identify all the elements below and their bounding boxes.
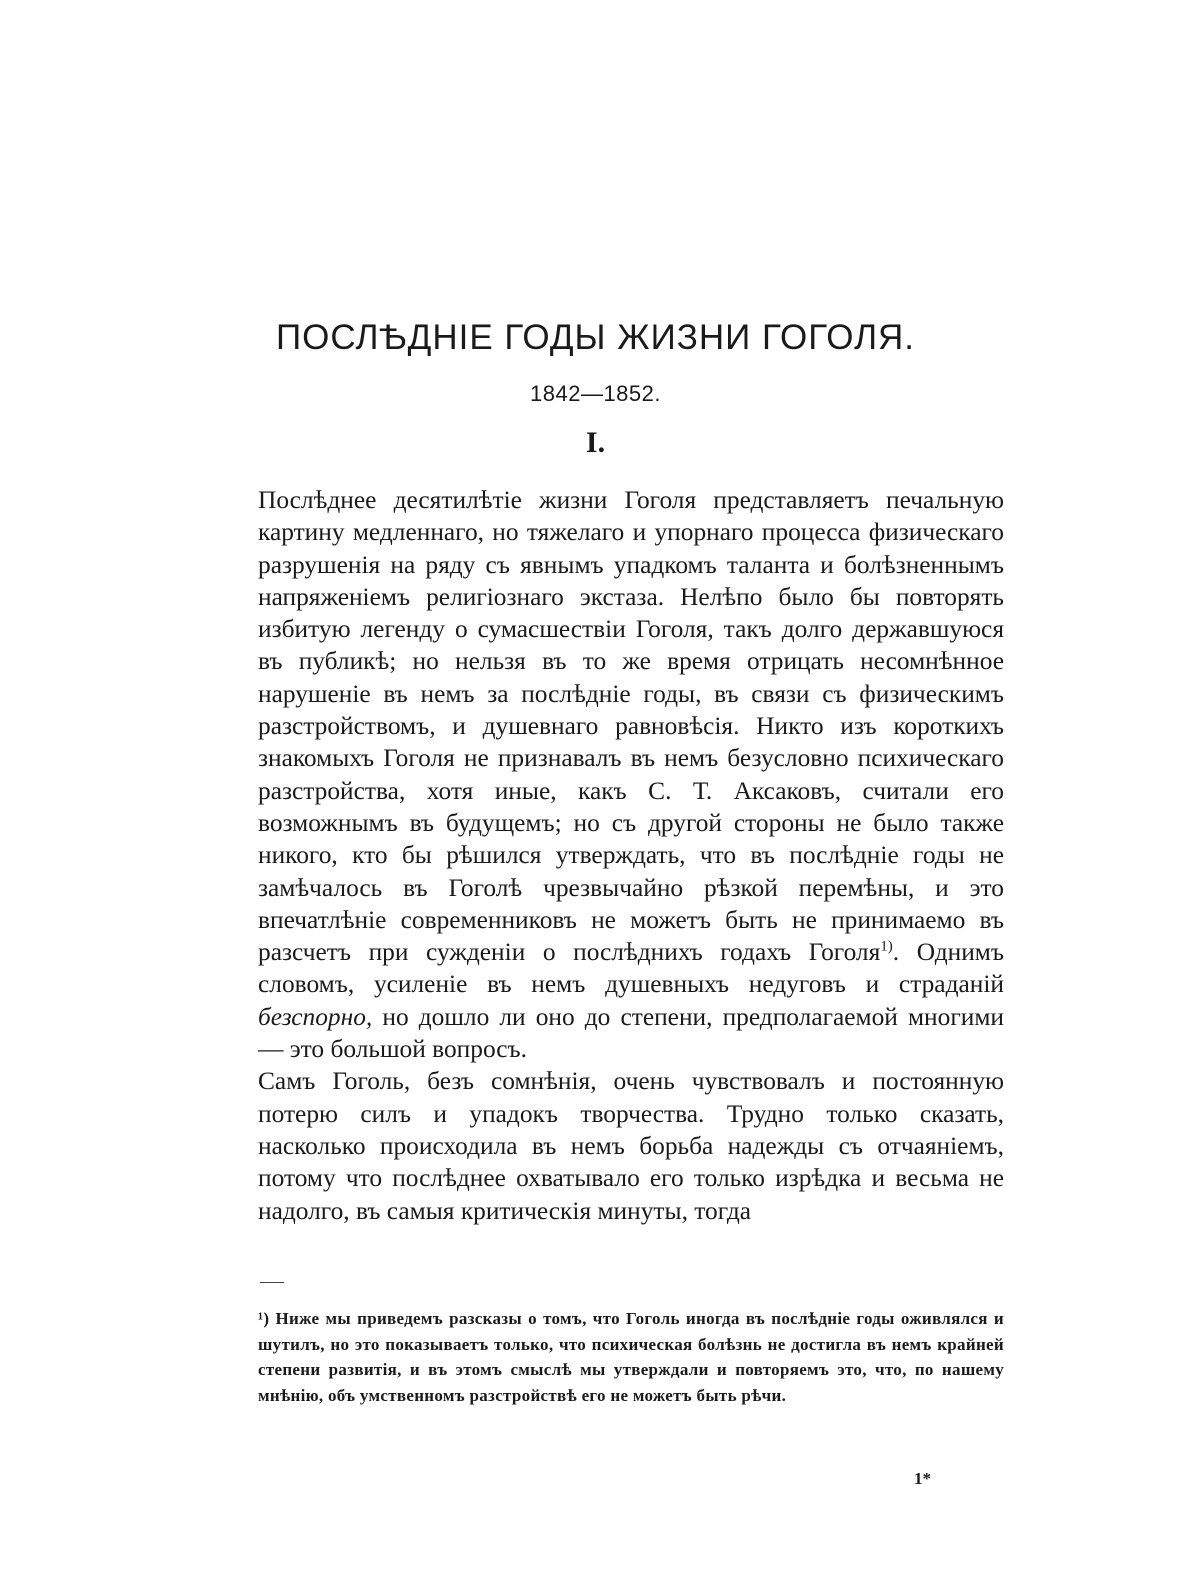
- page-signature: 1*: [914, 1469, 931, 1488]
- footnote-divider: [260, 1282, 284, 1283]
- paragraph-text: . Однимъ словомъ, усиленіе въ немъ душевныхъ недуговъ и страданій: [258, 938, 1004, 999]
- paragraph: [258, 1065, 1004, 1226]
- main-text: [258, 484, 1004, 1227]
- emphasis-text: безспорно,: [258, 1002, 373, 1031]
- paragraph-text: Послѣднее десятилѣтіе жизни Гоголя представляетъ печальную картину медленнаго, но тяжелаго и упорнаго процесса физическаго разрушенія на ряду съ явнымъ упадкомъ таланта и болѣзненнымъ напряженіемъ религіознаго экстаза. Нелѣпо было бы повторять избитую легенду о сумасшествіи Гоголя, такъ долго державшуюся въ публикѣ; но нельзя въ то же время отрицать несомнѣнное нарушеніе въ немъ за послѣдніе годы, въ связи съ физическимъ разстройствомъ, и душевнаго равновѣсія. Никто изъ короткихъ знакомыхъ Гоголя не признавалъ въ немъ безусловно психическаго разстройства, хотя иные, какъ С. Т. Аксаковъ, считали его возможнымъ въ будущемъ; но съ другой стороны не было также никого, кто бы рѣшился утверждать, что въ послѣдніе годы не замѣчалось въ Гоголѣ чрезвычайно рѣзкой перемѣны, и это впечатлѣніе современниковъ не можетъ быть не принимаемо въ разсчетъ при сужденіи о послѣднихъ годахъ Гоголя: [258, 486, 1004, 967]
- paragraph: [258, 484, 1004, 1065]
- paragraph-text: но дошло ли оно до степени, предполагаемой многими — это большой вопросъ.: [258, 1002, 1004, 1064]
- paragraph-text: Самъ Гоголь, безъ сомнѣнія, очень чувствовалъ и постоянную потерю силъ и упадокъ творчества. Трудно только сказать, насколько происходила въ немъ борьба надежды съ отчаяніемъ, потому что послѣднее охватывало его только изрѣдка и весьма не надолго, въ самыя критическія минуты, тогда: [258, 1067, 1004, 1225]
- page-title: ПОСЛѢДНІЕ ГОДЫ ЖИЗНИ ГОГОЛЯ.: [275, 318, 916, 357]
- footnote-text: ¹) Ниже мы приведемъ разсказы о томъ, что Гоголь иногда въ послѣдніе годы оживлялся и шутилъ, но это показываетъ только, что психическая болѣзнь не достигла въ немъ крайней степени развитія, и въ этомъ смыслѣ мы утверждали и повторяемъ это, что, по нашему мнѣнію, объ умственномъ разстройствѣ его не можетъ быть рѣчи.: [258, 1309, 1004, 1405]
- footnote-reference: 1): [880, 938, 893, 955]
- year-range: 1842—1852.: [530, 381, 661, 406]
- footnotes: [258, 1306, 1004, 1408]
- chapter-number: I.: [585, 426, 606, 459]
